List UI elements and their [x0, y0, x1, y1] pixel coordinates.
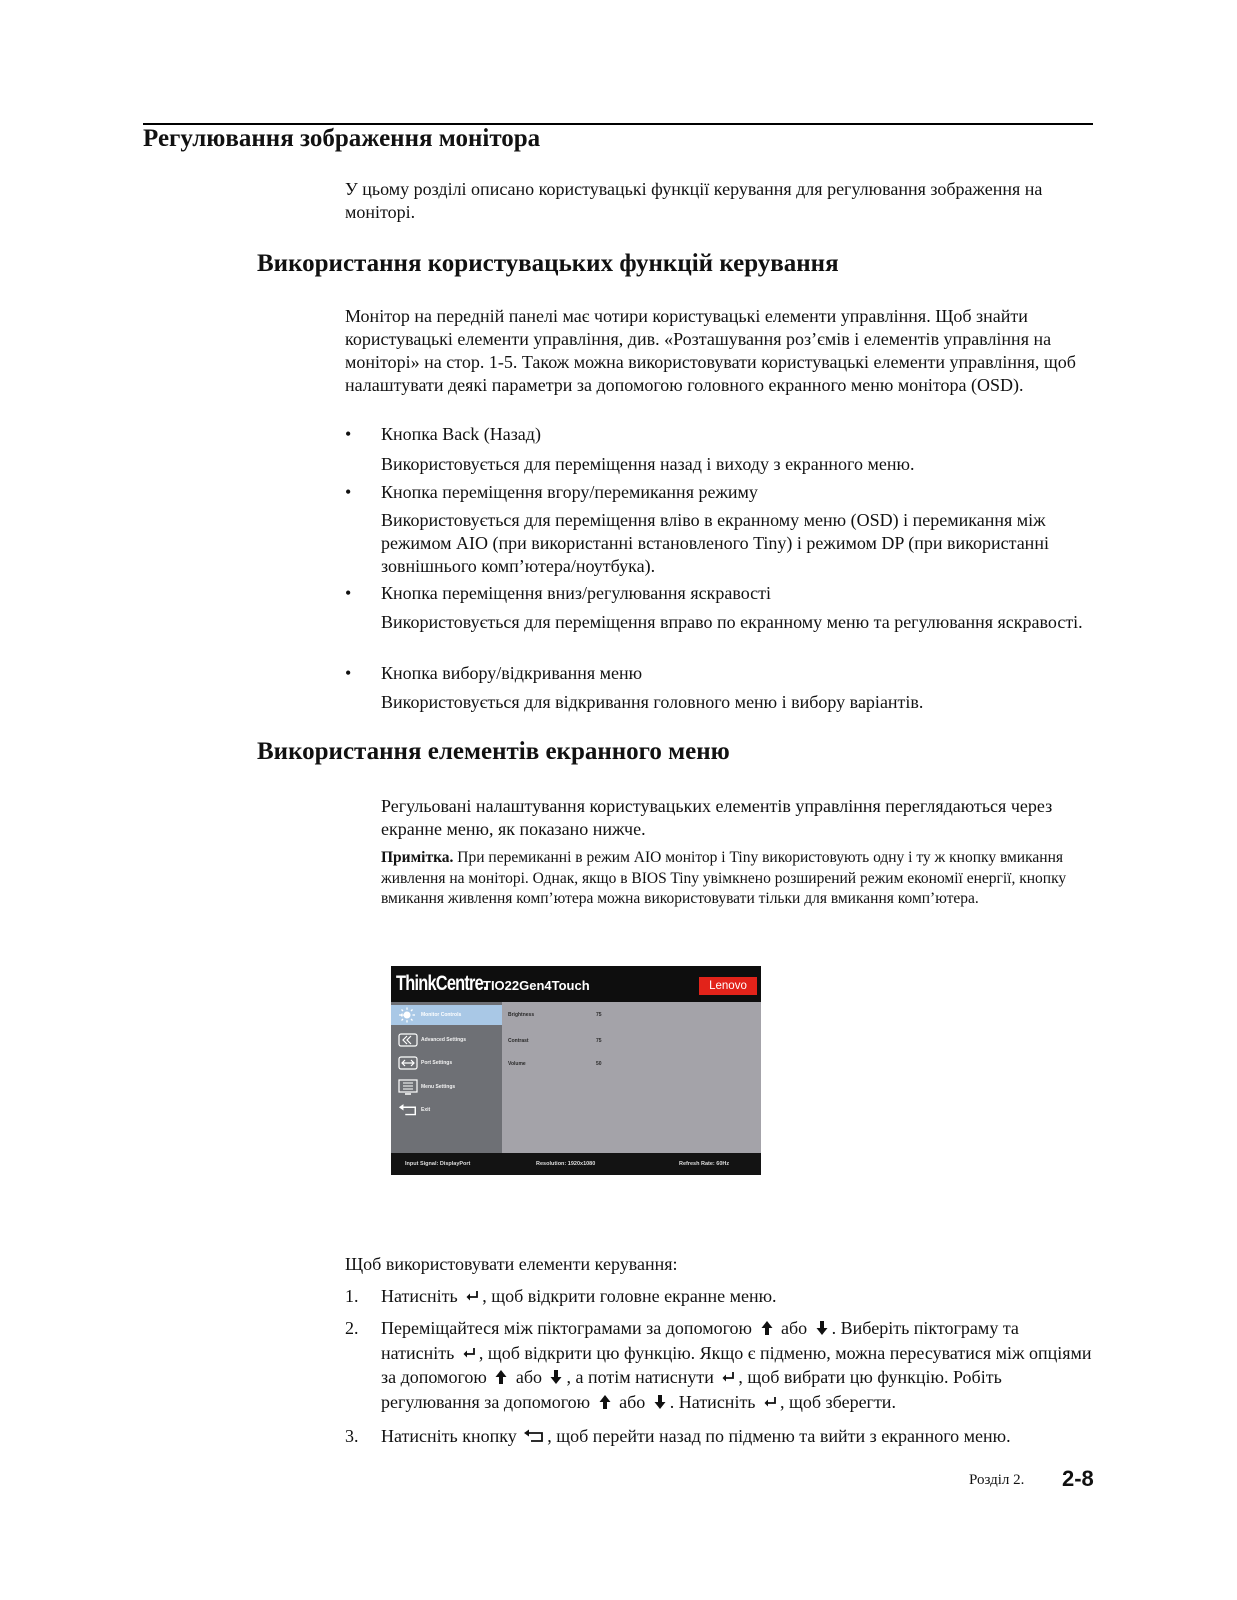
controls-paragraph: Монітор на передній панелі має чотири користувацькі елементи управління. Щоб знайти користувацькі елементи управління, див. «Розташування роз’ємів і елементів управління на моніторі» на стор. 1-5. Також можна використовувати користувацькі елементи управління, щоб налаштувати деякі параметри за допомогою головного екранного меню монітора (OSD).: [345, 306, 1076, 395]
refresh-rate: Refresh Rate: 60Hz: [679, 1161, 730, 1167]
list-item-desc: Використовується для переміщення назад і виходу з екранного меню.: [381, 454, 915, 474]
osd-menu-label: Exit: [421, 1107, 431, 1113]
menu-settings-icon: [398, 1079, 418, 1095]
osd-setting-brightness[interactable]: [508, 1012, 628, 1020]
section-heading-controls: Використання користувацьких функцій керування: [257, 250, 839, 277]
setting-name: Contrast: [508, 1038, 529, 1044]
back-icon: [523, 1428, 545, 1444]
osd-paragraph: Регульовані налаштування користувацьких елементів управління переглядаються через екранне меню, як показано нижче.: [381, 796, 1053, 839]
section-heading-osd: Використання елементів екранного меню: [257, 738, 730, 765]
list-item-desc: Використовується для переміщення вправо по екранному меню та регулювання яскравості.: [381, 612, 1083, 632]
footer-section: Розділ 2.: [969, 1472, 1025, 1488]
resolution: Resolution: 1920x1080: [536, 1161, 596, 1167]
osd-menu-label: Advanced Settings: [421, 1037, 467, 1043]
arrow-up-icon: [493, 1369, 509, 1385]
usage-intro: Щоб використовувати елементи керування:: [345, 1254, 678, 1274]
exit-icon: [398, 1102, 418, 1118]
intro-paragraph: У цьому розділі описано користувацькі функції керування для регулювання зображення на моніторі.: [345, 179, 1043, 222]
note-text: При перемиканні в режим AIO монітор і Tiny використовують одну і ту ж кнопку вмикання живлення на моніторі. Однак, якщо в BIOS Tiny увімкнено розширений режим економії енергії, кнопку вмикання живлення комп’ютера можна використовувати тільки для вмикання комп’ютера.: [381, 849, 1067, 907]
list-item-title: Кнопка вибору/відкривання меню: [381, 663, 643, 683]
bullet-mark: •: [345, 482, 352, 502]
enter-icon: [720, 1369, 736, 1385]
osd-menu-label: Port Settings: [421, 1060, 453, 1066]
setting-value: 75: [596, 1038, 602, 1044]
enter-icon: [464, 1288, 480, 1304]
page-number: 2-8: [1062, 1466, 1094, 1491]
lenovo-logo: Lenovo: [699, 977, 757, 995]
arrow-up-icon: [759, 1320, 775, 1336]
list-item-desc: Використовується для відкривання головного меню і вибору варіантів.: [381, 692, 924, 712]
step-number: 3.: [345, 1426, 359, 1446]
osd-menu-label: Menu Settings: [421, 1084, 456, 1090]
arrow-down-icon: [548, 1369, 564, 1385]
osd-menu-label: Monitor Controls: [421, 1012, 462, 1018]
step-text: Переміщайтеся між піктограмами за допомогою або . Виберіть піктограму та натисніть , щоб відкрити цю функцію. Якщо є підменю, можна пересуватися між опціями за допомогою або , а потім натиснути , щоб вибрати цю функцію. Робіть регулювання за допомогою або . Натисніть , щоб зберегти.: [381, 1318, 1092, 1412]
advanced-settings-icon: [398, 1032, 418, 1048]
osd-menu-monitor-controls[interactable]: [391, 1005, 502, 1025]
enter-icon: [762, 1394, 778, 1410]
list-item-title: Кнопка переміщення вниз/регулювання яскравості: [381, 583, 771, 603]
arrow-up-icon: [597, 1394, 613, 1410]
osd-menu-exit[interactable]: [391, 1100, 502, 1120]
osd-setting-contrast[interactable]: [508, 1038, 628, 1046]
setting-name: Volume: [508, 1061, 526, 1067]
setting-value: 75: [596, 1012, 602, 1018]
arrow-down-icon: [652, 1394, 668, 1410]
port-settings-icon: [398, 1055, 418, 1071]
list-item-title: Кнопка Back (Назад): [381, 424, 541, 444]
bullet-mark: •: [345, 424, 352, 444]
osd-setting-volume[interactable]: [508, 1061, 628, 1069]
osd-model: TIO22Gen4Touch: [483, 978, 590, 993]
list-item-title: Кнопка переміщення вгору/перемикання режиму: [381, 482, 758, 502]
arrow-down-icon: [814, 1320, 830, 1336]
osd-menu-port-settings[interactable]: [391, 1053, 502, 1073]
bullet-mark: •: [345, 663, 352, 683]
step-number: 2.: [345, 1318, 359, 1338]
osd-screenshot: [391, 966, 761, 1175]
osd-header: [391, 966, 761, 1002]
page-title: Регулювання зображення монітора: [143, 125, 541, 152]
osd-menu: [391, 1002, 502, 1153]
setting-value: 50: [596, 1061, 602, 1067]
enter-icon: [461, 1345, 477, 1361]
step-text: Натисніть кнопку , щоб перейти назад по підменю та вийти з екранного меню.: [381, 1426, 1011, 1446]
note: [381, 848, 1095, 910]
osd-menu-advanced-settings[interactable]: [391, 1030, 502, 1050]
osd-brand: ThinkCentre.: [396, 972, 487, 995]
osd-settings-panel: [502, 1002, 761, 1153]
bullet-mark: •: [345, 583, 352, 603]
list-item-desc: Використовується для переміщення вліво в екранному меню (OSD) і перемикання між режимом AIO (при використанні встановленого Tiny) і режимом DP (при використанні зовнішнього комп’ютера/ноутбука).: [381, 510, 1049, 576]
osd-menu-menu-settings[interactable]: [391, 1077, 502, 1097]
input-signal: Input Signal: DisplayPort: [405, 1161, 471, 1167]
step-number: 1.: [345, 1286, 359, 1306]
note-label: Примітка.: [381, 849, 454, 866]
setting-name: Brightness: [508, 1012, 535, 1018]
step-text: Натисніть , щоб відкрити головне екранне меню.: [381, 1286, 777, 1306]
enter-icon: [398, 1010, 409, 1019]
osd-status-bar: [391, 1153, 761, 1175]
